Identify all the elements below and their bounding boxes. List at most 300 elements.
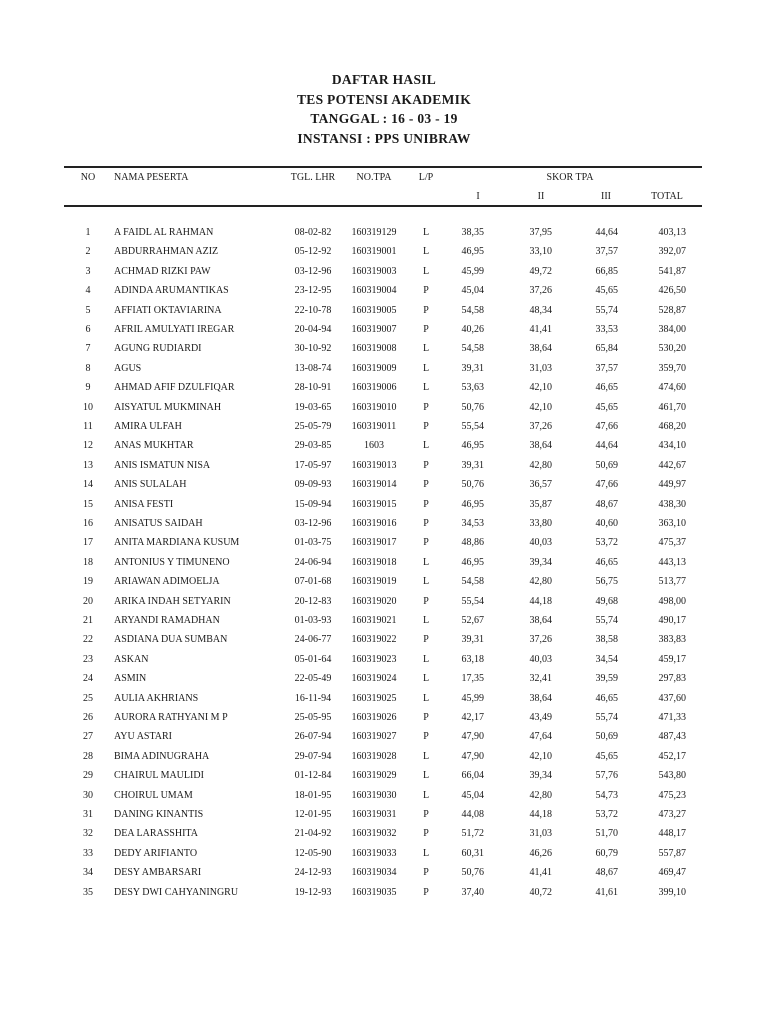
score-i: 53,63 <box>461 382 484 394</box>
gender: P <box>423 401 429 413</box>
total-score: 438,30 <box>658 498 686 510</box>
tpa-number: 160319022 <box>351 634 397 646</box>
score-iii: 41,61 <box>595 886 618 898</box>
birth-date: 05-12-92 <box>294 246 332 258</box>
participant-name: AGUNG RUDIARDI <box>114 343 202 355</box>
score-iii: 55,74 <box>595 615 618 626</box>
tpa-number: 160319031 <box>351 809 397 820</box>
total-score: 399,10 <box>658 886 686 898</box>
gender: L <box>422 615 430 626</box>
participant-name: ABDURRAHMAN AZIZ <box>114 246 219 258</box>
participant-name: AGUS <box>114 362 142 374</box>
score-ii: 38,64 <box>529 692 552 704</box>
participant-name: ANISATUS SAIDAH <box>114 518 203 529</box>
participant-name: ARIAWAN ADIMOELJA <box>114 576 220 588</box>
doc-date: TANGGAL : 16 - 03 - 19 <box>310 111 458 126</box>
birth-date: 01-12-84 <box>294 770 332 782</box>
total-score: 461,70 <box>658 401 686 413</box>
score-iii: 48,67 <box>595 867 618 879</box>
participant-name: ASMIN <box>114 673 147 685</box>
row-number: 3 <box>85 265 91 277</box>
score-i: 39,31 <box>461 362 484 374</box>
row-number: 27 <box>83 731 93 743</box>
total-score: 557,87 <box>658 847 686 859</box>
total-score: 473,27 <box>658 809 686 820</box>
gender: L <box>422 847 430 859</box>
birth-date: 16-11-94 <box>294 692 332 704</box>
score-ii: 40,03 <box>529 537 552 549</box>
score-ii: 33,10 <box>529 246 552 258</box>
table-row <box>0 518 768 537</box>
gender: P <box>423 867 429 879</box>
tpa-number: 160319001 <box>351 246 397 258</box>
score-iii: 44,64 <box>595 440 618 452</box>
row-number: 16 <box>83 518 93 529</box>
score-i: 42,17 <box>461 712 484 723</box>
participant-name: AYU ASTARI <box>114 731 173 743</box>
gender: L <box>422 382 430 394</box>
score-iii: 46,65 <box>595 556 618 568</box>
table-row <box>0 712 768 731</box>
row-number: 21 <box>83 615 93 626</box>
table-row <box>0 596 768 615</box>
score-iii: 34,54 <box>595 653 618 665</box>
gender: L <box>422 673 430 685</box>
score-ii: 37,26 <box>529 421 552 432</box>
total-score: 426,50 <box>658 285 686 297</box>
tpa-number: 160319023 <box>351 653 397 665</box>
table-row <box>0 654 768 673</box>
total-score: 490,17 <box>658 615 686 626</box>
participant-name: ANTONIUS Y TIMUNENO <box>114 556 230 568</box>
gender: L <box>422 692 430 704</box>
birth-date: 25-05-79 <box>294 421 332 432</box>
gender: L <box>422 789 430 801</box>
birth-date: 22-05-49 <box>294 673 332 685</box>
score-i: 52,67 <box>461 615 484 626</box>
score-ii: 44,18 <box>529 595 552 607</box>
score-iii: 46,65 <box>595 382 618 394</box>
participant-name: ANIS SULALAH <box>114 479 187 491</box>
col-header-name: NAMA PESERTA <box>114 172 189 183</box>
table-header-rule <box>64 205 702 207</box>
doc-title: DAFTAR HASIL <box>331 72 437 87</box>
birth-date: 07-01-68 <box>294 576 332 588</box>
participant-name: ARIKA INDAH SETYARIN <box>114 595 231 607</box>
gender: L <box>422 246 430 258</box>
score-iii: 47,66 <box>595 421 618 432</box>
gender: P <box>423 634 429 646</box>
tpa-number: 160319011 <box>351 421 397 432</box>
participant-name: AFRIL AMULYATI IREGAR <box>114 324 235 335</box>
row-number: 20 <box>83 595 93 607</box>
row-number: 25 <box>83 692 93 704</box>
tpa-number: 160319024 <box>351 673 397 685</box>
tpa-number: 160319018 <box>351 556 397 568</box>
gender: L <box>422 576 430 588</box>
score-ii: 40,03 <box>529 653 552 665</box>
score-iii: 38,58 <box>595 634 618 646</box>
participant-name: ARYANDI RAMADHAN <box>114 615 220 626</box>
table-row <box>0 828 768 847</box>
doc-subtitle: TES POTENSI AKADEMIK <box>296 91 472 107</box>
participant-name: BIMA ADINUGRAHA <box>114 750 210 762</box>
table-top-rule <box>64 166 702 168</box>
row-number: 11 <box>83 421 93 432</box>
row-number: 33 <box>83 847 93 859</box>
score-iii: 45,65 <box>595 285 618 297</box>
gender: L <box>422 362 430 374</box>
score-ii: 37,95 <box>529 227 552 238</box>
table-row <box>0 246 768 265</box>
participant-name: DEA LARASSHITA <box>114 828 198 840</box>
col-header-score: SKOR TPA <box>546 172 594 183</box>
total-score: 487,43 <box>658 731 686 743</box>
score-iii: 39,59 <box>595 673 618 685</box>
participant-name: DANING KINANTIS <box>114 809 204 820</box>
table-row <box>0 440 768 459</box>
gender: P <box>423 304 429 316</box>
total-score: 384,00 <box>658 324 686 335</box>
score-iii: 44,64 <box>595 227 618 238</box>
table-row <box>0 285 768 304</box>
score-i: 55,54 <box>461 421 484 432</box>
tpa-number: 160319033 <box>351 847 397 859</box>
table-row <box>0 731 768 750</box>
birth-date: 08-02-82 <box>294 227 332 238</box>
gender: P <box>423 459 429 471</box>
total-score: 530,20 <box>658 343 686 355</box>
score-i: 63,18 <box>461 653 484 665</box>
row-number: 13 <box>83 459 93 471</box>
participant-name: ACHMAD RIZKI PAW <box>114 265 211 277</box>
score-iii: 53,72 <box>595 537 618 549</box>
row-number: 23 <box>83 653 93 665</box>
score-ii: 38,64 <box>529 440 552 452</box>
score-iii: 53,72 <box>595 809 618 820</box>
table-row <box>0 634 768 653</box>
gender: P <box>423 886 429 898</box>
table-row <box>0 751 768 770</box>
total-score: 459,17 <box>658 653 686 665</box>
total-score: 392,07 <box>658 246 686 258</box>
birth-date: 19-12-93 <box>294 886 332 898</box>
table-row <box>0 421 768 440</box>
score-ii: 39,34 <box>529 556 552 568</box>
row-number: 18 <box>83 556 93 568</box>
gender: L <box>422 343 430 355</box>
score-iii: 60,79 <box>595 847 618 859</box>
participant-name: ADINDA ARUMANTIKAS <box>114 285 229 297</box>
score-iii: 48,67 <box>595 498 618 510</box>
gender: L <box>422 265 430 277</box>
col-header-birthdate: TGL. LHR <box>290 172 336 183</box>
birth-date: 24-06-77 <box>294 634 332 646</box>
score-iii: 40,60 <box>595 518 618 529</box>
gender: L <box>422 653 430 665</box>
col-header-score-i: I <box>476 191 480 202</box>
total-score: 541,87 <box>658 265 686 277</box>
table-row <box>0 499 768 518</box>
score-i: 45,04 <box>461 285 484 297</box>
table-row <box>0 809 768 828</box>
table-row <box>0 615 768 634</box>
score-i: 45,99 <box>461 692 484 704</box>
gender: P <box>423 324 429 335</box>
table-row <box>0 305 768 324</box>
total-score: 543,80 <box>658 770 686 782</box>
score-iii: 50,69 <box>595 731 618 743</box>
birth-date: 23-12-95 <box>294 285 332 297</box>
score-ii: 41,41 <box>529 867 552 879</box>
row-number: 4 <box>85 285 91 297</box>
tpa-number: 160319027 <box>351 731 397 743</box>
row-number: 1 <box>85 227 91 238</box>
birth-date: 24-06-94 <box>294 556 332 568</box>
birth-date: 01-03-75 <box>294 537 332 549</box>
birth-date: 17-05-97 <box>294 459 332 471</box>
score-ii: 49,72 <box>529 265 552 277</box>
row-number: 5 <box>85 304 91 316</box>
participant-name: A FAIDL AL RAHMAN <box>114 227 214 238</box>
total-score: 383,83 <box>658 634 686 646</box>
gender: L <box>422 440 430 452</box>
row-number: 26 <box>83 712 93 723</box>
tpa-number: 160319035 <box>351 886 397 898</box>
tpa-number: 160319021 <box>351 615 397 626</box>
score-i: 40,26 <box>461 324 484 335</box>
birth-date: 09-09-93 <box>294 479 332 491</box>
score-iii: 49,68 <box>595 595 618 607</box>
total-score: 471,33 <box>658 712 686 723</box>
birth-date: 30-10-92 <box>294 343 332 355</box>
total-score: 443,13 <box>658 556 686 568</box>
gender: L <box>422 227 430 238</box>
score-i: 44,08 <box>461 809 484 820</box>
total-score: 363,10 <box>658 518 686 529</box>
document-header <box>0 70 768 148</box>
score-i: 47,90 <box>461 731 484 743</box>
tpa-number: 1603 <box>364 440 384 452</box>
tpa-number: 160319029 <box>351 770 397 782</box>
score-iii: 55,74 <box>595 712 618 723</box>
table-row <box>0 324 768 343</box>
score-i: 47,90 <box>461 750 484 762</box>
col-header-total: TOTAL <box>651 191 683 202</box>
score-ii: 31,03 <box>529 828 552 840</box>
total-score: 452,17 <box>658 750 686 762</box>
col-header-gender: L/P <box>418 172 434 183</box>
row-number: 15 <box>83 498 93 510</box>
gender: L <box>422 750 430 762</box>
score-ii: 35,87 <box>529 498 552 510</box>
participant-name: AMIRA ULFAH <box>114 421 182 432</box>
score-ii: 36,57 <box>529 479 552 491</box>
tpa-number: 160319025 <box>351 692 397 704</box>
total-score: 297,83 <box>658 673 686 685</box>
total-score: 475,37 <box>658 537 686 549</box>
row-number: 7 <box>85 343 91 355</box>
col-header-tpa-number: NO.TPA <box>356 172 392 183</box>
total-score: 449,97 <box>658 479 686 491</box>
participant-name: ANAS MUKHTAR <box>114 440 194 452</box>
total-score: 437,60 <box>658 692 686 704</box>
gender: P <box>423 498 429 510</box>
birth-date: 15-09-94 <box>294 498 332 510</box>
score-iii: 56,75 <box>595 576 618 588</box>
participant-name: AFFIATI OKTAVIARINA <box>114 304 222 316</box>
row-number: 34 <box>83 867 93 879</box>
score-iii: 46,65 <box>595 692 618 704</box>
table-row <box>0 382 768 401</box>
score-iii: 37,57 <box>595 362 618 374</box>
row-number: 12 <box>83 440 93 452</box>
score-ii: 31,03 <box>529 362 552 374</box>
row-number: 29 <box>83 770 93 782</box>
tpa-number: 160319003 <box>351 265 397 277</box>
row-number: 30 <box>83 789 93 801</box>
participant-name: AISYATUL MUKMINAH <box>114 401 222 413</box>
score-i: 34,53 <box>461 518 484 529</box>
score-iii: 37,57 <box>595 246 618 258</box>
table-row <box>0 537 768 556</box>
gender: P <box>423 731 429 743</box>
participant-name: ANITA MARDIANA KUSUM <box>114 537 240 549</box>
total-score: 403,13 <box>658 227 686 238</box>
row-number: 32 <box>83 828 93 840</box>
total-score: 448,17 <box>658 828 686 840</box>
tpa-number: 160319019 <box>351 576 397 588</box>
score-iii: 45,65 <box>595 750 618 762</box>
score-ii: 42,10 <box>529 401 552 413</box>
score-ii: 42,80 <box>529 789 552 801</box>
birth-date: 25-05-95 <box>294 712 332 723</box>
col-header-score-iii: III <box>601 191 611 202</box>
total-score: 513,77 <box>658 576 686 588</box>
table-row <box>0 343 768 362</box>
row-number: 14 <box>83 479 93 491</box>
tpa-number: 160319005 <box>351 304 397 316</box>
birth-date: 21-04-92 <box>294 828 332 840</box>
total-score: 474,60 <box>658 382 686 394</box>
row-number: 6 <box>85 324 91 335</box>
score-i: 46,95 <box>461 246 484 258</box>
birth-date: 28-10-91 <box>294 382 332 394</box>
score-iii: 57,76 <box>595 770 618 782</box>
tpa-number: 160319129 <box>351 227 397 238</box>
tpa-number: 160319008 <box>351 343 397 355</box>
score-i: 17,35 <box>461 673 484 685</box>
score-iii: 54,73 <box>595 789 618 801</box>
birth-date: 12-01-95 <box>294 809 332 820</box>
row-number: 19 <box>83 576 93 588</box>
total-score: 434,10 <box>658 440 686 452</box>
score-i: 55,54 <box>461 595 484 607</box>
score-i: 51,72 <box>461 828 484 840</box>
score-i: 45,04 <box>461 789 484 801</box>
score-i: 60,31 <box>461 847 484 859</box>
total-score: 359,70 <box>658 362 686 374</box>
tpa-number: 160319010 <box>351 401 397 413</box>
gender: P <box>423 809 429 820</box>
score-ii: 43,49 <box>529 712 552 723</box>
row-number: 24 <box>83 673 93 685</box>
birth-date: 03-12-96 <box>294 265 332 277</box>
birth-date: 05-01-64 <box>294 653 332 665</box>
tpa-number: 160319015 <box>351 498 397 510</box>
table-row <box>0 479 768 498</box>
participant-name: ANIS ISMATUN NISA <box>114 459 211 471</box>
birth-date: 20-04-94 <box>294 324 332 335</box>
gender: P <box>423 285 429 297</box>
score-ii: 38,64 <box>529 343 552 355</box>
birth-date: 26-07-94 <box>294 731 332 743</box>
tpa-number: 160319006 <box>351 382 397 394</box>
score-ii: 33,80 <box>529 518 552 529</box>
total-score: 498,00 <box>658 595 686 607</box>
participant-name: ASDIANA DUA SUMBAN <box>114 634 228 646</box>
table-row <box>0 266 768 285</box>
table-row <box>0 848 768 867</box>
score-iii: 45,65 <box>595 401 618 413</box>
table-row <box>0 673 768 692</box>
score-i: 50,76 <box>461 867 484 879</box>
tpa-number: 160319016 <box>351 518 397 529</box>
participant-name: DESY DWI CAHYANINGRU <box>114 886 239 898</box>
score-i: 38,35 <box>461 227 484 238</box>
total-score: 442,67 <box>658 459 686 471</box>
tpa-number: 160319013 <box>351 459 397 471</box>
participant-name: AULIA AKHRIANS <box>114 692 199 704</box>
tpa-number: 160319020 <box>351 595 397 607</box>
score-ii: 37,26 <box>529 634 552 646</box>
score-ii: 38,64 <box>529 615 552 626</box>
table-row <box>0 693 768 712</box>
total-score: 468,20 <box>658 421 686 432</box>
birth-date: 01-03-93 <box>294 615 332 626</box>
score-i: 46,95 <box>461 498 484 510</box>
score-i: 66,04 <box>461 770 484 782</box>
score-iii: 55,74 <box>595 304 618 316</box>
col-header-no: NO <box>80 172 96 183</box>
score-ii: 41,41 <box>529 324 552 335</box>
table-row <box>0 887 768 906</box>
tpa-number: 160319032 <box>351 828 397 840</box>
score-ii: 39,34 <box>529 770 552 782</box>
table-row <box>0 576 768 595</box>
row-number: 31 <box>83 809 93 820</box>
score-iii: 33,53 <box>595 324 618 335</box>
row-number: 2 <box>85 246 91 258</box>
birth-date: 22-10-78 <box>294 304 332 316</box>
score-ii: 42,10 <box>529 382 552 394</box>
participant-name: AHMAD AFIF DZULFIQAR <box>114 382 235 394</box>
score-i: 39,31 <box>461 459 484 471</box>
score-ii: 42,80 <box>529 576 552 588</box>
score-ii: 47,64 <box>529 731 552 743</box>
table-row <box>0 770 768 789</box>
score-i: 54,58 <box>461 576 484 588</box>
score-i: 45,99 <box>461 265 484 277</box>
table-row <box>0 402 768 421</box>
score-i: 54,58 <box>461 343 484 355</box>
table-row <box>0 227 768 246</box>
participant-name: CHAIRUL MAULIDI <box>114 770 204 782</box>
birth-date: 12-05-90 <box>294 847 332 859</box>
gender: P <box>423 712 429 723</box>
score-ii: 42,80 <box>529 459 552 471</box>
tpa-number: 160319030 <box>351 789 397 801</box>
